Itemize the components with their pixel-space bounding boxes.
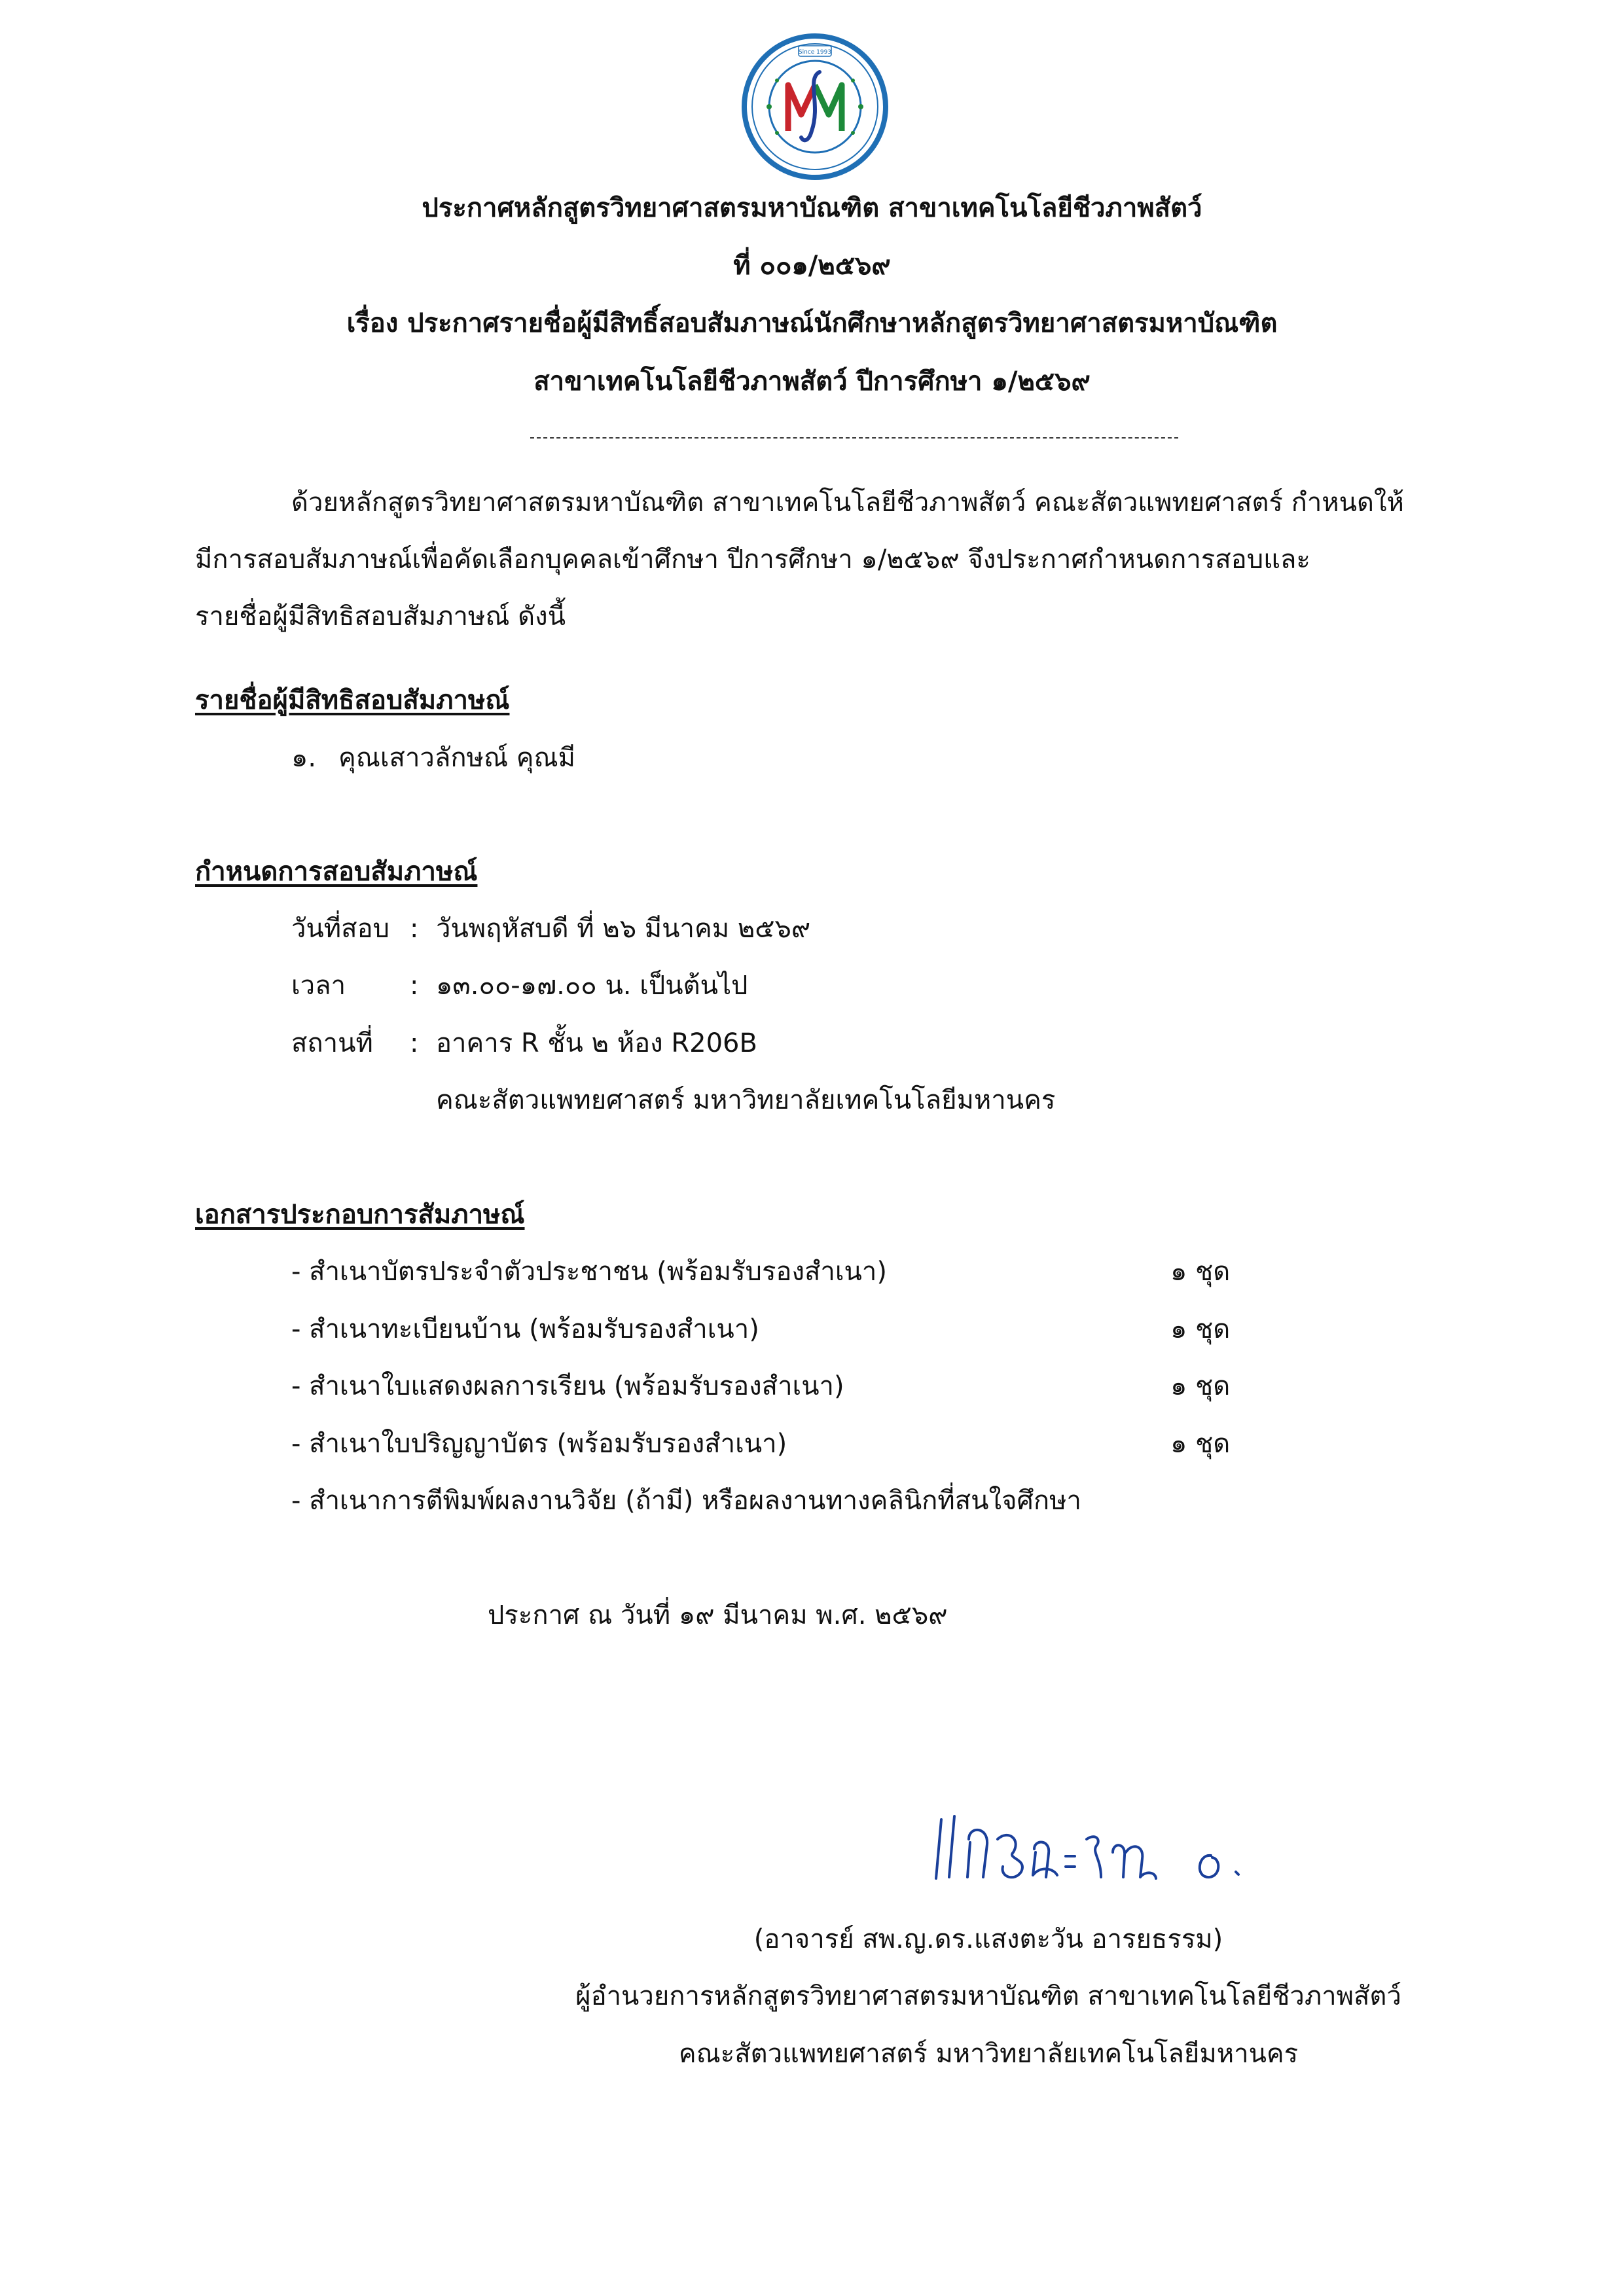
- logo-ring-text: Since 1993: [798, 49, 832, 56]
- date-label: วันที่สอบ: [291, 914, 389, 944]
- document-item: - สำเนาบัตรประจำตัวประชาชน (พร้อมรับรองสำเนา): [291, 1257, 887, 1287]
- document-item: - สำเนาการตีพิมพ์ผลงานวิจัย (ถ้ามี) หรือผลงานทางคลินิกที่สนใจศึกษา: [291, 1486, 1081, 1516]
- signer-name: (อาจารย์ สพ.ญ.ดร.แสงตะวัน อารยธรรม): [753, 1924, 1223, 1954]
- announcement-date: ประกาศ ณ วันที่ ๑๙ มีนาคม พ.ศ. ๒๕๖๙: [488, 1600, 948, 1630]
- time-value: ๑๓.๐๐-๑๗.๐๐ น. เป็นต้นไป: [436, 971, 748, 1001]
- documents-heading: เอกสารประกอบการสัมภาษณ์: [195, 1200, 525, 1230]
- intro-line-3: รายชื่อผู้มีสิทธิสอบสัมภาษณ์ ดังนี้: [195, 601, 566, 632]
- place-value: อาคาร R ชั้น ๒ ห้อง R206B: [436, 1028, 757, 1058]
- header-subject-cont: สาขาเทคโนโลยีชีวภาพสัตว์ ปีการศึกษา ๑/๒๕๖๙: [533, 367, 1091, 397]
- header-number: ที่ ๐๐๑/๒๕๖๙: [733, 251, 891, 281]
- candidates-heading: รายชื่อผู้มีสิทธิสอบสัมภาษณ์: [195, 685, 510, 715]
- candidate-number: ๑.: [291, 743, 317, 773]
- date-colon: :: [410, 914, 419, 944]
- document-item: - สำเนาทะเบียนบ้าน (พร้อมรับรองสำเนา): [291, 1314, 759, 1344]
- dashed-divider: [530, 437, 1178, 439]
- place-label: สถานที่: [291, 1028, 373, 1058]
- signer-position: ผู้อำนวยการหลักสูตรวิทยาศาสตรมหาบัณฑิต สาขาเทคโนโลยีชีวภาพสัตว์: [575, 1981, 1401, 2011]
- intro-line-1: ด้วยหลักสูตรวิทยาศาสตรมหาบัณฑิต สาขาเทคโนโลยีชีวภาพสัตว์ คณะสัตวแพทยศาสตร์ กำหนดให้: [291, 488, 1404, 518]
- document-qty: ๑ ชุด: [1170, 1371, 1231, 1401]
- document-qty: ๑ ชุด: [1170, 1257, 1231, 1287]
- document-item: - สำเนาใบแสดงผลการเรียน (พร้อมรับรองสำเนา): [291, 1371, 844, 1401]
- schedule-heading: กำหนดการสอบสัมภาษณ์: [195, 857, 478, 887]
- time-colon: :: [410, 971, 419, 1001]
- time-label: เวลา: [291, 971, 346, 1001]
- signer-faculty: คณะสัตวแพทยศาสตร์ มหาวิทยาลัยเทคโนโลยีมหานคร: [678, 2039, 1299, 2069]
- document-item: - สำเนาใบปริญญาบัตร (พร้อมรับรองสำเนา): [291, 1429, 787, 1459]
- place-colon: :: [410, 1028, 419, 1058]
- place-value-2: คณะสัตวแพทยศาสตร์ มหาวิทยาลัยเทคโนโลยีมหานคร: [436, 1085, 1056, 1115]
- program-logo: [741, 33, 889, 181]
- handwritten-signature: [929, 1793, 1270, 1898]
- document-qty: ๑ ชุด: [1170, 1429, 1231, 1459]
- header-subject: เรื่อง ประกาศรายชื่อผู้มีสิทธิ์สอบสัมภาษณ์นักศึกษาหลักสูตรวิทยาศาสตรมหาบัณฑิต: [346, 308, 1278, 338]
- document-qty: ๑ ชุด: [1170, 1314, 1231, 1344]
- candidate-name: คุณเสาวลักษณ์ คุณมี: [338, 743, 576, 773]
- date-value: วันพฤหัสบดี ที่ ๒๖ มีนาคม ๒๕๖๙: [436, 914, 811, 944]
- header-title: ประกาศหลักสูตรวิทยาศาสตรมหาบัณฑิต สาขาเทคโนโลยีชีวภาพสัตว์: [422, 193, 1202, 223]
- candidate-item: [291, 740, 575, 776]
- intro-line-2: มีการสอบสัมภาษณ์เพื่อคัดเลือกบุคคลเข้าศึกษา ปีการศึกษา ๑/๒๕๖๙ จึงประกาศกำหนดการสอบและ: [195, 545, 1310, 575]
